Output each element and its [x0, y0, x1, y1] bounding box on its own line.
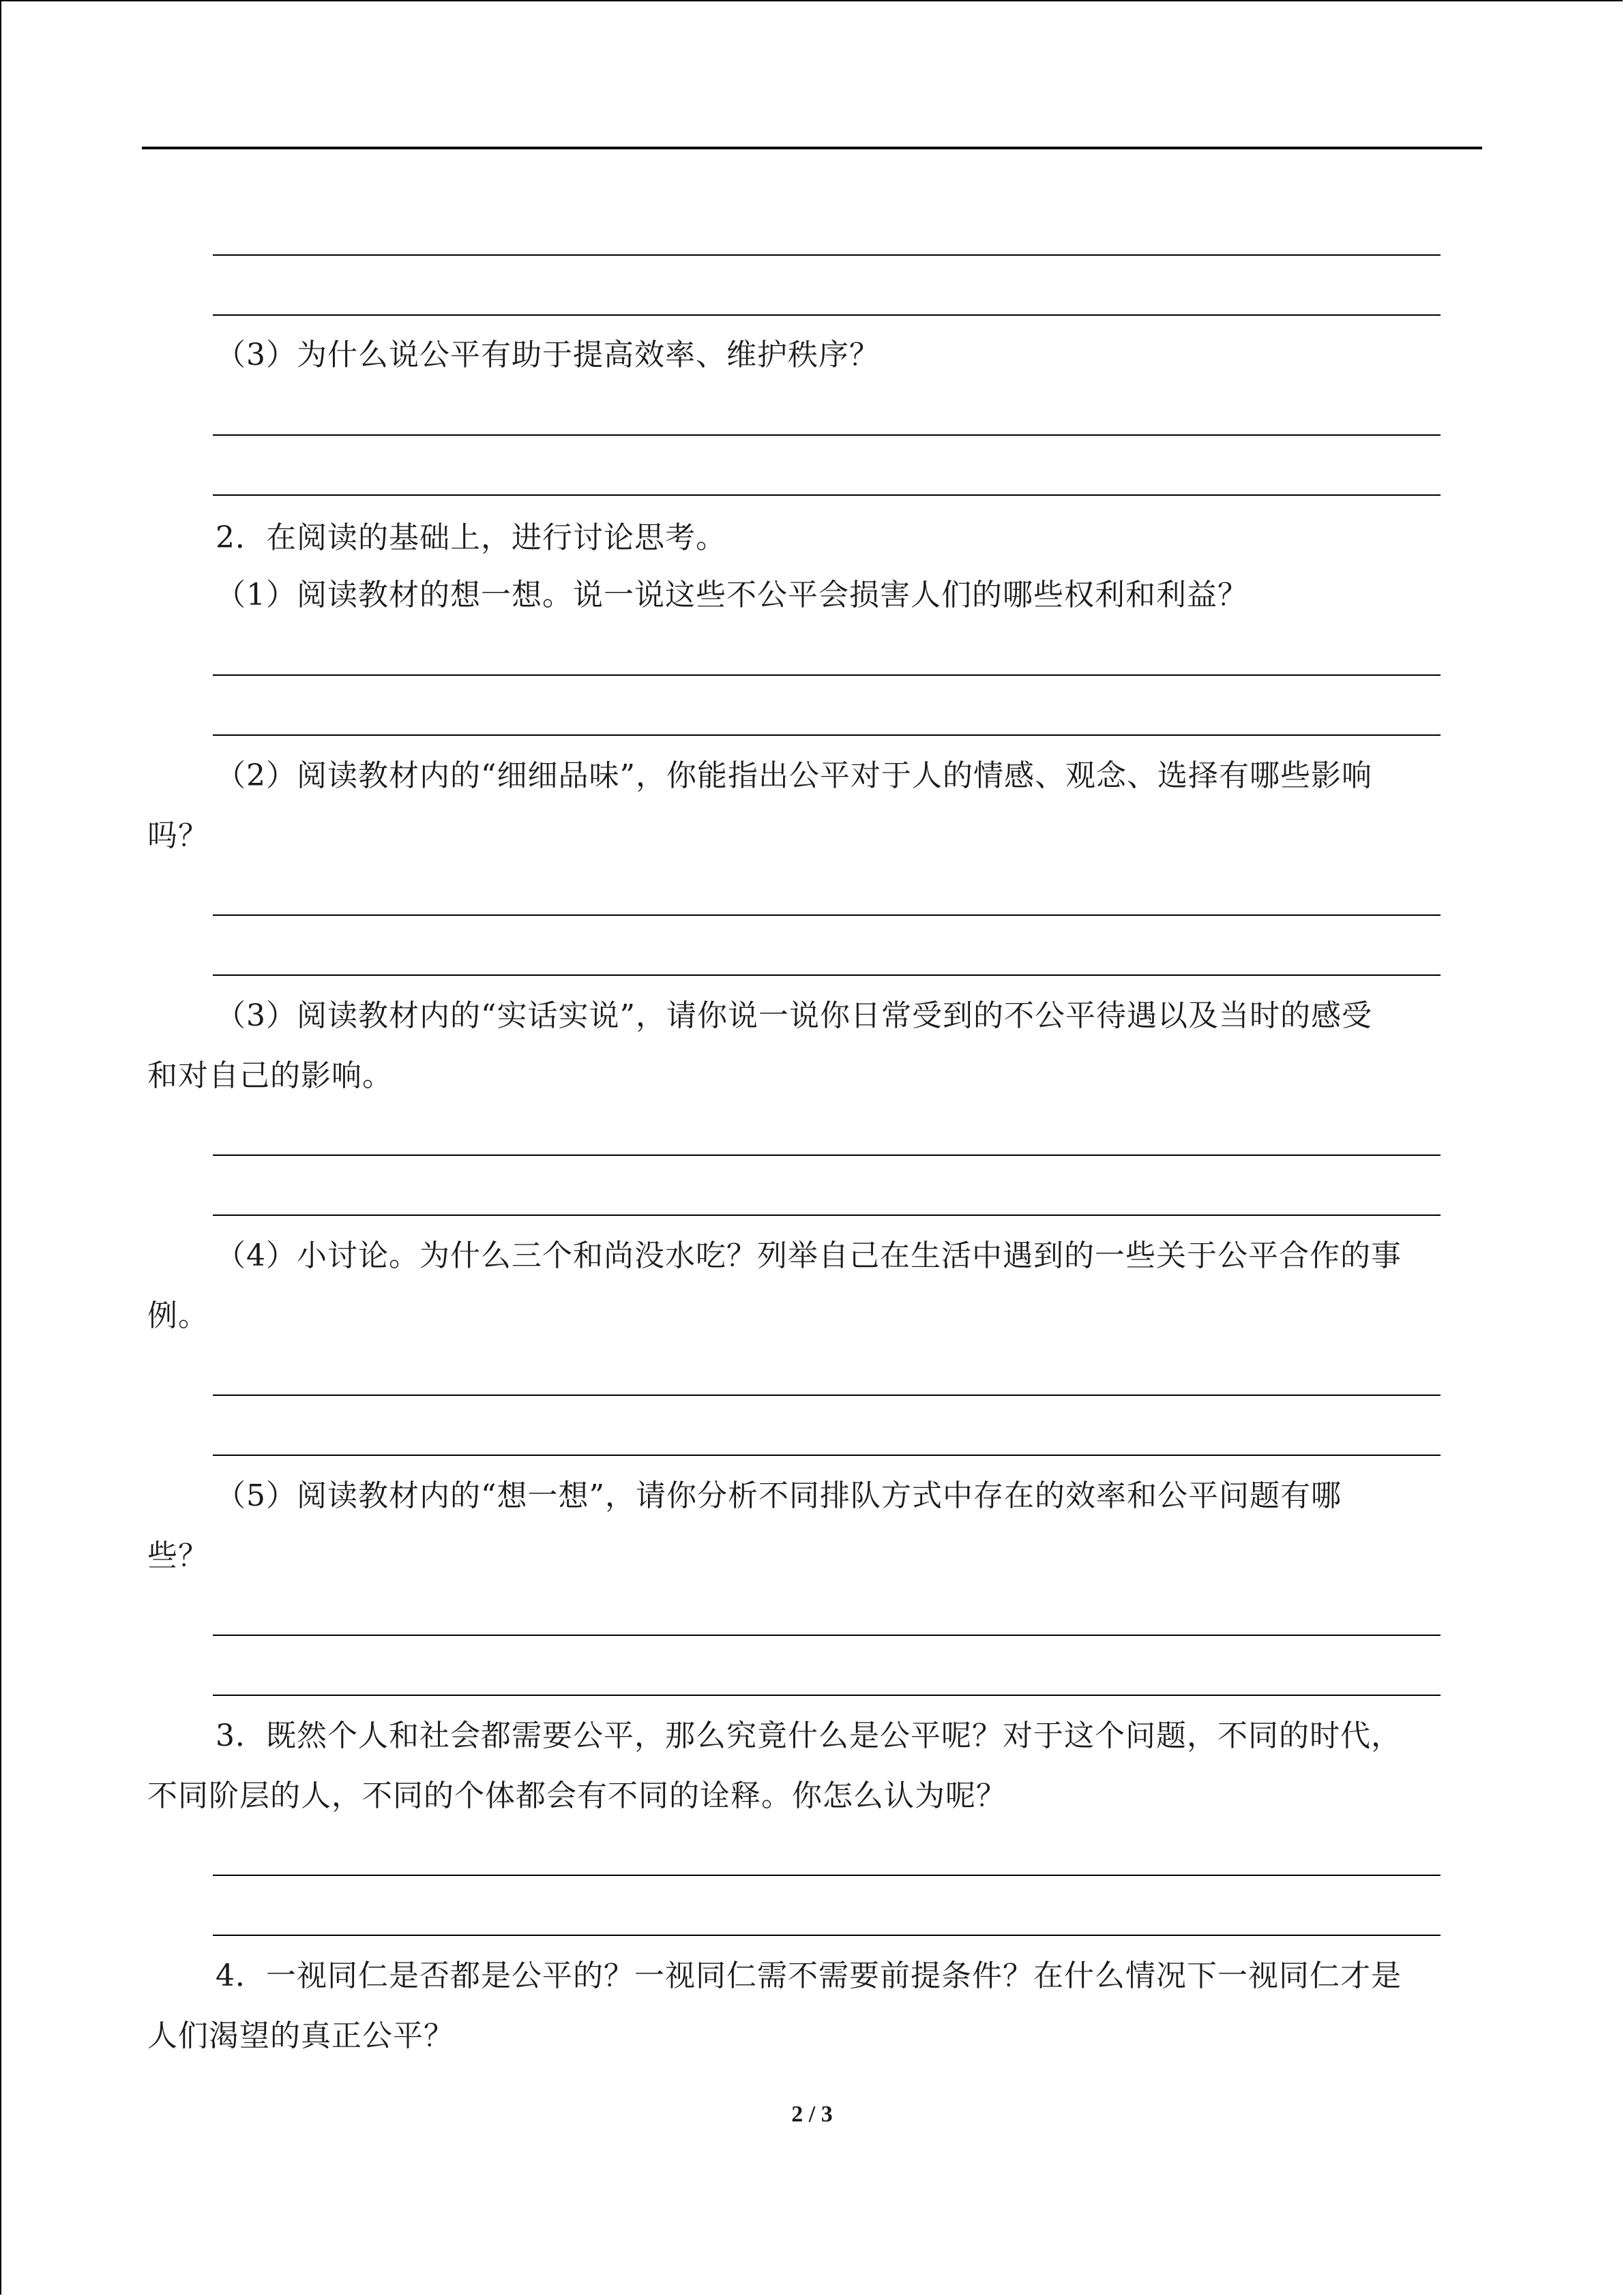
page-number: 2 / 3 — [791, 2102, 833, 2127]
answer-line — [213, 314, 1441, 316]
answer-line — [213, 1154, 1441, 1156]
answer-line — [213, 1395, 1441, 1396]
answer-line — [213, 434, 1441, 436]
question-2-5-line1: （5）阅读教材内的“想一想”，请你分析不同排队方式中存在的效率和公平问题有哪 — [216, 1478, 1342, 1513]
answer-line — [213, 1695, 1441, 1696]
question-4-line2: 人们渴望的真正公平？ — [147, 2018, 454, 2053]
answer-line — [213, 1935, 1441, 1936]
question-2-5-line2: 些？ — [147, 1538, 209, 1573]
question-2-4-line1: （4）小讨论。为什么三个和尚没水吃？列举自己在生活中遇到的一些关于公平合作的事 — [216, 1238, 1402, 1273]
question-3-line1: 3．既然个人和社会都需要公平，那么究竟什么是公平呢？对于这个问题，不同的时代， — [216, 1718, 1402, 1753]
answer-line — [213, 1875, 1441, 1876]
answer-line — [213, 914, 1441, 916]
question-2-3-line1: （3）阅读教材内的“实话实说”，请你说一说你日常受到的不公平待遇以及当时的感受 — [216, 998, 1372, 1033]
question-2-2-line2: 吗？ — [147, 818, 209, 853]
answer-line — [213, 734, 1441, 736]
question-2-title: 2．在阅读的基础上，进行讨论思考。 — [216, 520, 726, 555]
answer-line — [213, 974, 1441, 976]
answer-line — [213, 674, 1441, 676]
question-2-3-line2: 和对自己的影响。 — [147, 1058, 393, 1093]
answer-line — [213, 1455, 1441, 1456]
answer-line — [213, 494, 1441, 496]
header-rule — [142, 147, 1482, 149]
question-1-3: （3）为什么说公平有助于提高效率、维护秩序？ — [216, 338, 880, 372]
question-2-4-line2: 例。 — [147, 1298, 209, 1333]
answer-line — [213, 1214, 1441, 1216]
question-2-1: （1）阅读教材的想一想。说一说这些不公平会损害人们的哪些权利和利益？ — [216, 578, 1248, 612]
answer-line — [213, 254, 1441, 256]
question-4-line1: 4．一视同仁是否都是公平的？一视同仁需不需要前提条件？在什么情况下一视同仁才是 — [216, 1958, 1402, 1993]
answer-line — [213, 1635, 1441, 1636]
question-2-2-line1: （2）阅读教材内的“细细品味”，你能指出公平对于人的情感、观念、选择有哪些影响 — [216, 758, 1372, 793]
question-3-line2: 不同阶层的人，不同的个体都会有不同的诠释。你怎么认为呢？ — [147, 1778, 1007, 1813]
